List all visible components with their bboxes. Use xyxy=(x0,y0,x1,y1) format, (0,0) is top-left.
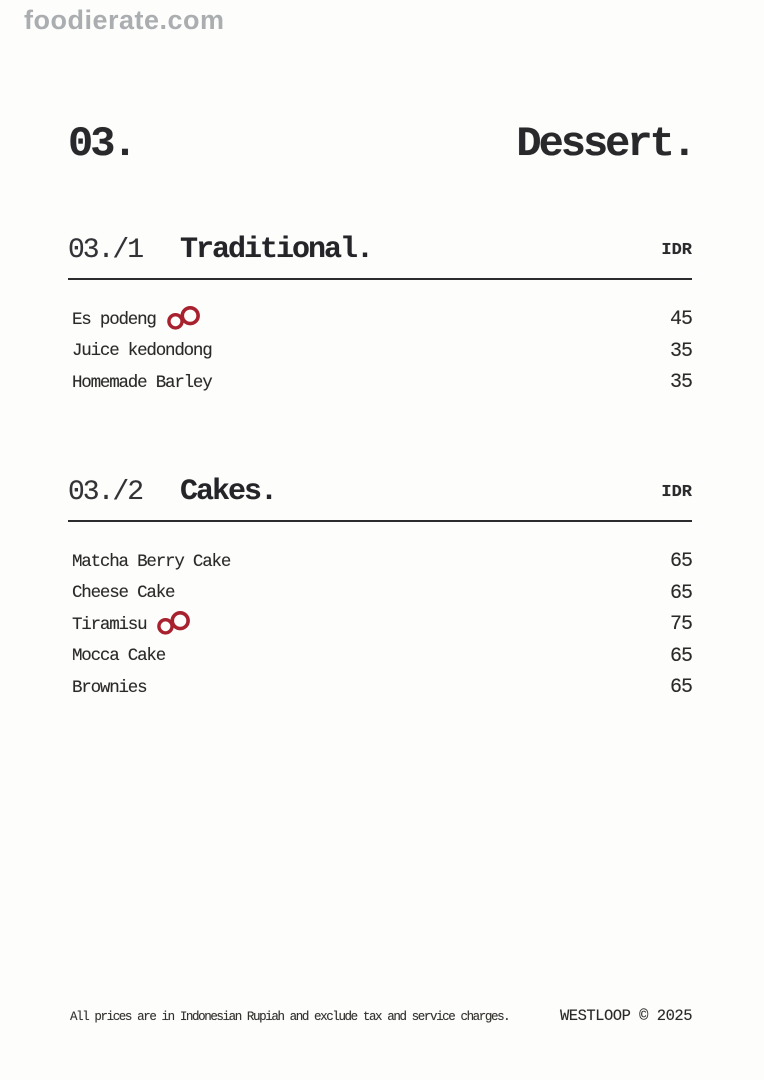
page-footer xyxy=(70,1007,692,1025)
page-number: 03. xyxy=(68,120,135,168)
section-header xyxy=(68,475,692,522)
item-price: 65 xyxy=(669,644,692,668)
item-list xyxy=(68,304,692,399)
item-price: 65 xyxy=(669,550,692,574)
page-title: Dessert. xyxy=(516,120,694,168)
currency-label: IDR xyxy=(661,482,692,502)
watermark-foodierate: foodierate.com xyxy=(24,5,225,35)
item-price: 65 xyxy=(669,581,692,605)
menu-item xyxy=(68,336,692,368)
double-loop-icon xyxy=(165,306,202,331)
item-name: Homemade Barley xyxy=(72,372,212,393)
item-name: Juice kedondong xyxy=(72,341,212,362)
item-name: Es podeng xyxy=(72,309,156,330)
item-price: 35 xyxy=(669,371,692,395)
menu-item xyxy=(68,367,692,399)
item-name: Mocca Cake xyxy=(72,646,166,667)
section-traditional xyxy=(68,233,692,399)
item-list xyxy=(68,546,692,704)
currency-label: IDR xyxy=(661,240,692,260)
item-price: 45 xyxy=(669,308,692,332)
footer-note: All prices are in Indonesian Rupiah and exclude tax and service charges. xyxy=(70,1010,510,1024)
menu-item xyxy=(68,304,692,336)
double-loop-icon xyxy=(155,611,192,636)
footer-brand: WESTLOOP © 2025 xyxy=(559,1007,692,1025)
page-header xyxy=(68,121,694,167)
item-price: 75 xyxy=(669,613,692,637)
item-name: Matcha Berry Cake xyxy=(72,551,231,572)
item-name: Tiramisu xyxy=(72,614,147,635)
item-price: 35 xyxy=(669,339,692,363)
menu-item xyxy=(68,578,692,610)
section-title: Cakes. xyxy=(180,475,277,509)
menu-item xyxy=(68,546,692,578)
section-header xyxy=(68,233,692,280)
item-name: Cheese Cake xyxy=(72,583,175,604)
item-name: Brownies xyxy=(72,677,147,698)
section-title: Traditional. xyxy=(180,233,373,267)
item-price: 65 xyxy=(669,676,692,700)
menu-item xyxy=(68,609,692,641)
menu-item xyxy=(68,641,692,673)
section-number: 03./1 xyxy=(68,235,143,266)
section-number: 03./2 xyxy=(68,477,143,508)
section-cakes xyxy=(68,475,692,704)
menu-item xyxy=(68,672,692,704)
